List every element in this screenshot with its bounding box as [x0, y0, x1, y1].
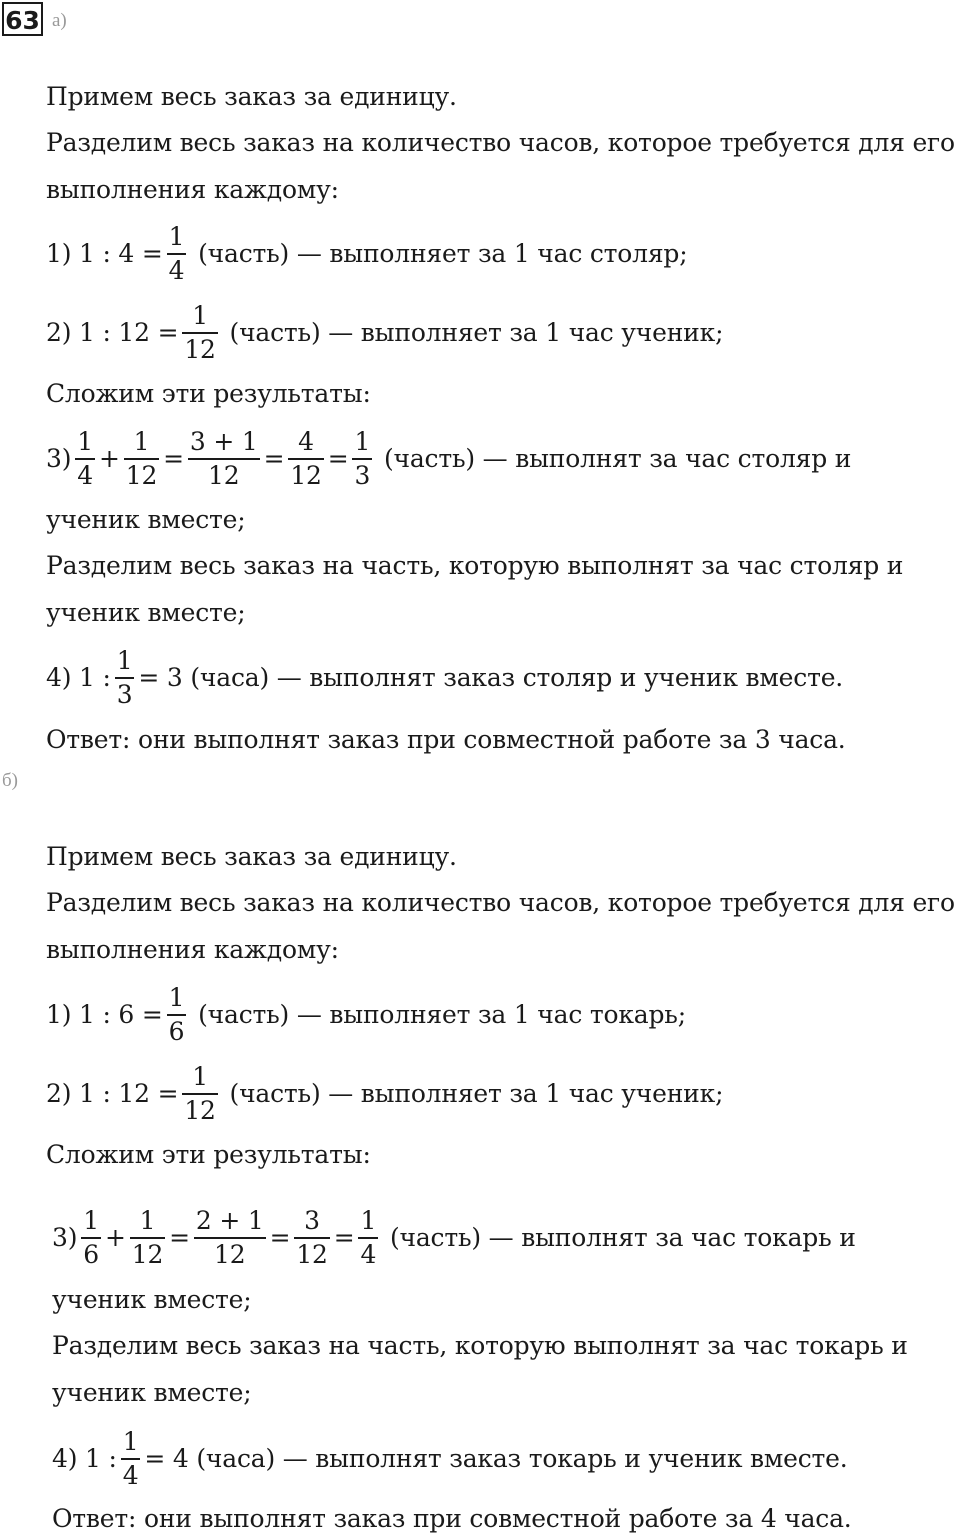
denominator: 12	[131, 1240, 164, 1269]
part-b-step-3-continued: ученик вместе;	[52, 1285, 252, 1314]
part-b-step-2	[46, 1059, 723, 1129]
part-a-sum-text: Сложим эти результаты:	[46, 379, 371, 408]
numerator: 1	[168, 222, 185, 251]
fraction	[194, 1205, 266, 1271]
numerator: 3	[304, 1206, 320, 1235]
numerator: 1	[192, 301, 208, 330]
part-b-divide-2: ученик вместе;	[52, 1378, 252, 1407]
part-b-sum-text: Сложим эти результаты:	[46, 1140, 371, 1169]
denominator: 3	[116, 680, 133, 709]
numerator: 1	[133, 427, 150, 456]
fraction	[81, 1205, 101, 1271]
part-a-intro-3: выполнения каждому:	[46, 175, 339, 204]
denominator: 12	[290, 461, 322, 490]
part-a-step-4	[46, 643, 843, 713]
equals-sign: =	[169, 1223, 190, 1252]
step-suffix: (часть) — выполнят за час токарь и	[382, 1223, 856, 1252]
step-prefix: 3)	[46, 444, 72, 473]
step-prefix: 4) 1 :	[52, 1444, 117, 1473]
part-b-divide-1: Разделим весь заказ на часть, которую выполнят за час токарь и	[52, 1331, 908, 1360]
equals-sign: =	[327, 444, 349, 473]
denominator: 12	[296, 1240, 328, 1269]
part-a-answer: Ответ: они выполнят заказ при совместной работе за 3 часа.	[46, 725, 846, 754]
part-a-label: а)	[52, 10, 67, 31]
fraction	[358, 1205, 378, 1271]
part-a-intro-1: Примем весь заказ за единицу.	[46, 82, 457, 111]
fraction	[167, 982, 187, 1048]
step-prefix: 4) 1 :	[46, 663, 111, 692]
step-prefix: 2) 1 : 12 =	[46, 1079, 179, 1108]
part-a-step-2	[46, 298, 723, 368]
numerator: 2 + 1	[195, 1206, 264, 1235]
step-prefix: 1) 1 : 6 =	[46, 1000, 163, 1029]
fraction	[188, 426, 260, 492]
part-b-step-3	[52, 1203, 856, 1273]
fraction	[294, 1205, 329, 1271]
denominator: 12	[214, 1240, 246, 1269]
part-a-step-3-continued: ученик вместе;	[46, 505, 246, 534]
part-a-divide-2: ученик вместе;	[46, 598, 246, 627]
numerator: 1	[139, 1206, 156, 1235]
step-suffix: = 4 (часа) — выполнят заказ токарь и ученик вместе.	[144, 1444, 848, 1473]
denominator: 6	[168, 1017, 185, 1046]
denominator: 4	[360, 1240, 377, 1269]
fraction	[130, 1205, 165, 1271]
step-suffix: (часть) — выполняет за 1 час ученик;	[221, 1079, 724, 1108]
numerator: 3 + 1	[189, 427, 258, 456]
denominator: 6	[83, 1240, 99, 1269]
equals-sign: =	[163, 444, 184, 473]
fraction	[288, 426, 323, 492]
plus-sign: +	[104, 1223, 126, 1252]
equals-sign: =	[333, 1223, 355, 1252]
numerator: 1	[77, 427, 93, 456]
denominator: 4	[122, 1461, 139, 1490]
part-a-step-3	[46, 424, 851, 494]
equals-sign: =	[269, 1223, 291, 1252]
part-b-label: б)	[2, 770, 18, 791]
problem-number: 63	[2, 2, 43, 36]
part-b-intro-1: Примем весь заказ за единицу.	[46, 842, 457, 871]
denominator: 3	[354, 461, 371, 490]
equals-sign: =	[263, 444, 285, 473]
plus-sign: +	[98, 444, 120, 473]
denominator: 12	[208, 461, 240, 490]
numerator: 1	[354, 427, 371, 456]
part-a-intro-2: Разделим весь заказ на количество часов, которое требуется для его	[46, 128, 955, 157]
step-prefix: 3)	[52, 1223, 78, 1252]
step-prefix: 2) 1 : 12 =	[46, 318, 179, 347]
denominator: 4	[77, 461, 93, 490]
part-b-answer: Ответ: они выполнят заказ при совместной работе за 4 часа.	[52, 1504, 852, 1533]
step-suffix: (часть) — выполняет за 1 час ученик;	[221, 318, 724, 347]
denominator: 12	[184, 335, 216, 364]
numerator: 1	[116, 646, 133, 675]
fraction	[167, 221, 187, 287]
numerator: 1	[168, 983, 185, 1012]
part-b-intro-2: Разделим весь заказ на количество часов, которое требуется для его	[46, 888, 955, 917]
numerator: 1	[83, 1206, 99, 1235]
denominator: 12	[184, 1096, 216, 1125]
step-suffix: (часть) — выполняет за 1 час столяр;	[190, 239, 688, 268]
numerator: 1	[192, 1062, 208, 1091]
numerator: 1	[122, 1427, 139, 1456]
denominator: 12	[125, 461, 158, 490]
part-b-step-4	[52, 1424, 848, 1494]
step-suffix: (часть) — выполняет за 1 час токарь;	[190, 1000, 686, 1029]
fraction	[182, 1061, 217, 1127]
denominator: 4	[168, 256, 185, 285]
fraction	[124, 426, 159, 492]
fraction	[75, 426, 95, 492]
numerator: 1	[360, 1206, 377, 1235]
step-prefix: 1) 1 : 4 =	[46, 239, 163, 268]
part-b-step-1	[46, 980, 686, 1050]
fraction	[182, 300, 217, 366]
fraction	[352, 426, 372, 492]
fraction	[115, 645, 135, 711]
step-suffix: = 3 (часа) — выполнят заказ столяр и ученик вместе.	[138, 663, 844, 692]
numerator: 4	[298, 427, 314, 456]
part-a-step-1	[46, 219, 687, 289]
fraction	[121, 1426, 141, 1492]
part-b-intro-3: выполнения каждому:	[46, 935, 339, 964]
part-a-divide-1: Разделим весь заказ на часть, которую выполнят за час столяр и	[46, 551, 904, 580]
step-suffix: (часть) — выполнят за час столяр и	[376, 444, 852, 473]
